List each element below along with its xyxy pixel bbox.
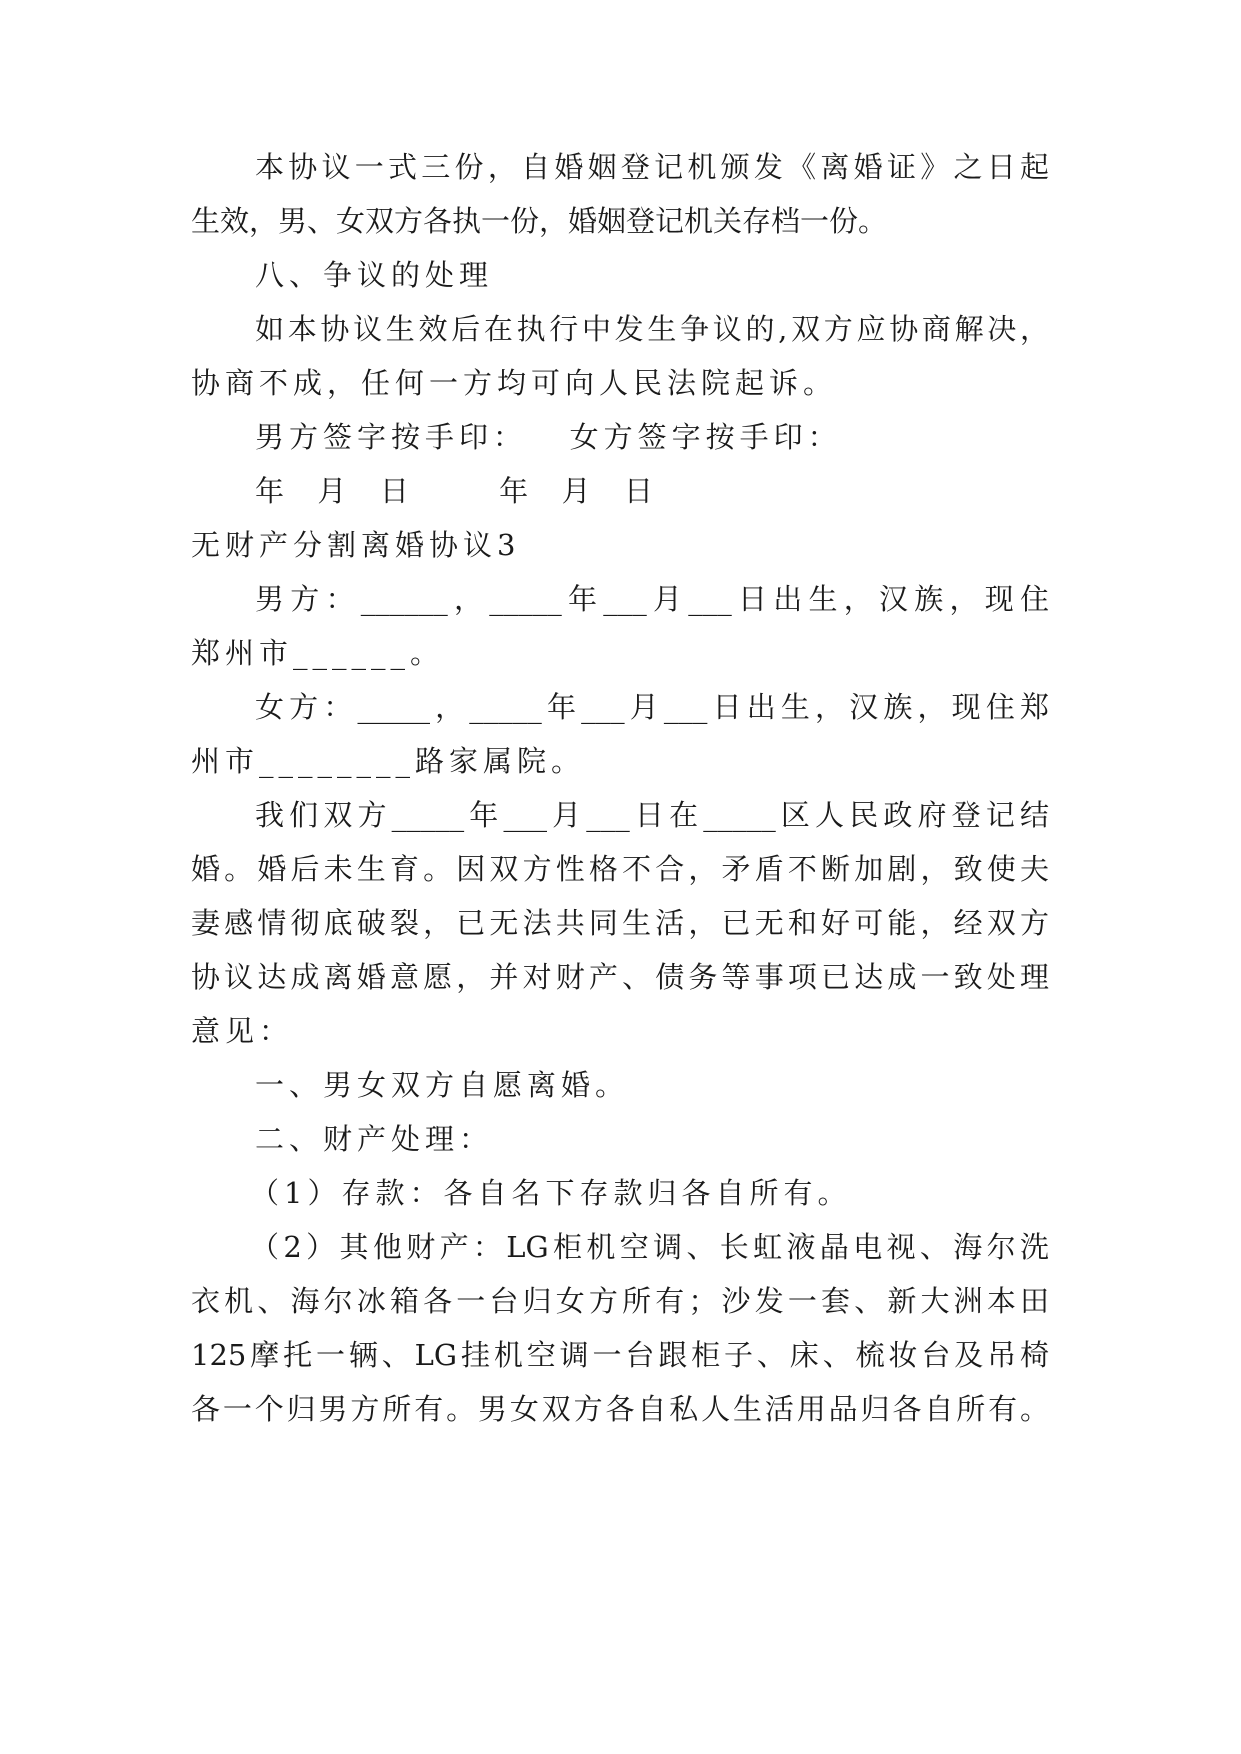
paragraph-line: 女方：_____，_____年___月___日出生，汉族，现住郑 — [255, 690, 1049, 724]
paragraph-line: 生效，男、女双方各执一份，婚姻登记机关存档一份。 — [191, 204, 888, 238]
paragraph-line: 如本协议生效后在执行中发生争议的,双方应协商解决， — [255, 312, 1049, 346]
list-item: （2）其他财产：LG柜机空调、长虹液晶电视、海尔洗 — [250, 1230, 1049, 1264]
signature-line: 男方签字按手印： 女方签字按手印： — [255, 420, 842, 454]
paragraph-line: 本协议一式三份，自婚姻登记机颁发《离婚证》之日起 — [255, 150, 1049, 184]
document-title: 无财产分割离婚协议3 — [191, 528, 521, 562]
paragraph-line: 我们双方_____年___月___日在_____区人民政府登记结 — [255, 798, 1049, 832]
paragraph-line: 协商不成，任何一方均可向人民法院起诉。 — [191, 366, 838, 400]
paragraph-line: 州市________路家属院。 — [191, 744, 586, 778]
paragraph-line: 男方：______，_____年___月___日出生，汉族，现住 — [255, 582, 1049, 616]
date-line: 年 月 日 年 月 日 — [255, 474, 659, 508]
paragraph-line: 协议达成离婚意愿，并对财产、债务等事项已达成一致处理 — [191, 960, 1049, 994]
paragraph-line: 各一个归男方所有。男女双方各自私人生活用品归各自所有。 — [191, 1392, 1049, 1426]
paragraph-line: 一、男女双方自愿离婚。 — [255, 1068, 630, 1102]
section-heading: 二、财产处理： — [255, 1122, 494, 1156]
paragraph-line: 125摩托一辆、LG挂机空调一台跟柜子、床、梳妆台及吊椅 — [191, 1338, 1049, 1372]
paragraph-line: 郑州市______。 — [191, 636, 445, 670]
paragraph-line: 婚。婚后未生育。因双方性格不合，矛盾不断加剧，致使夫 — [191, 852, 1049, 886]
section-heading: 八、争议的处理 — [255, 258, 494, 292]
paragraph-line: 衣机、海尔冰箱各一台归女方所有；沙发一套、新大洲本田 — [191, 1284, 1049, 1318]
paragraph-line: 妻感情彻底破裂，已无法共同生活，已无和好可能，经双方 — [191, 906, 1049, 940]
list-item: （1）存款：各自名下存款归各自所有。 — [250, 1176, 852, 1210]
paragraph-line: 意见： — [191, 1014, 294, 1048]
